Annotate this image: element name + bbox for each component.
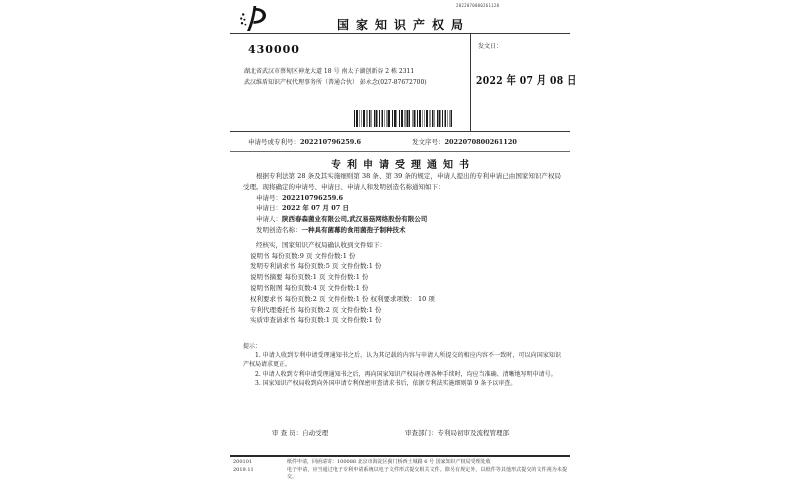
received-document-item: 专利代理委托书 每份页数:2 页 文件份数:1 份 (250, 305, 382, 314)
meta-divider (230, 151, 570, 152)
dispatch-date-value: 2022 年 07 月 08 日 (476, 74, 577, 88)
field-label: 申请号： (256, 193, 282, 202)
dispatch-serial-label: 发文序号： (412, 138, 445, 146)
application-number-label: 申请号或专利号： (248, 138, 300, 146)
intro-paragraph: 根据专利法第 28 条及其实施细则第 38 条、第 39 条的规定，申请人提出的专利申请已由国家知识产权局受理。现将确定的申请号、申请日、申请人和发明创造名称通知如下： (243, 172, 561, 191)
dispatch-serial (412, 137, 517, 146)
notice-title: 专利申请受理通知书 (331, 160, 475, 171)
footer-row (233, 467, 567, 481)
application-number-value: 202210796259.6 (300, 138, 362, 146)
received-document-item: 说明书摘要 每份页数:1 页 文件份数:1 份 (250, 273, 369, 282)
dispatch-serial-value: 2022070800261120 (444, 138, 517, 146)
dispatch-box-divider (470, 33, 471, 131)
received-documents-intro: 经核实，国家知识产权局确认收到文件如下： (256, 240, 386, 249)
recipient-address: 湖北省武汉市蔡甸区神龙大道 18 号 南太子湖创新谷 2 栋 2311 (244, 68, 415, 75)
field-label: 申请日： (256, 204, 282, 213)
field-label: 申请人： (256, 215, 282, 224)
received-documents-list (250, 251, 561, 327)
field-application-number (243, 193, 561, 204)
agency-name: 国家知识产权局 (336, 18, 470, 32)
note-item: 2. 申请人收到专利申请受理通知书之后，再向国家知识产权局办理各种手续时，均应当准确、清晰地写明申请号。 (255, 370, 557, 378)
field-value: 一种具有菌幕的食用菌孢子制种技术 (301, 225, 406, 234)
received-document-item: 实质审查请求书 每份页数:1 页 文件份数:1 份 (250, 316, 382, 325)
department (405, 428, 509, 437)
examiner-label: 审 查 员： (272, 429, 303, 437)
examiner-value: 自动受理 (302, 429, 329, 437)
header-divider (230, 33, 570, 34)
footer (233, 459, 567, 482)
barcode (354, 110, 452, 127)
examiner (272, 428, 328, 437)
field-applicant (243, 214, 561, 225)
department-value: 专利局初审及流程管理部 (437, 429, 509, 437)
footer-note: 纸件申请，回函请寄：100088 北京市海淀区蓟门桥西土城路 6 号 国家知识产权局受理处收 (287, 459, 491, 465)
field-invention-name (243, 225, 561, 236)
footer-note: 电子申请，应当通过电子专利申请系统以电子文件形式提交相关文件。除另有规定外，以纸件等其他形式提交的文件视为未提交。 (287, 467, 567, 480)
field-value: 2022 年 07 月 07 日 (282, 204, 349, 213)
field-application-date (243, 203, 561, 214)
field-value: 陕西春森菌业有限公司,武汉易菇网络股份有限公司 (282, 215, 428, 224)
footer-form-code: 2019.11 (233, 467, 254, 473)
notes-label: 提示： (243, 343, 262, 350)
notice-body (243, 171, 561, 326)
department-label: 审查部门： (405, 429, 438, 437)
recipient-divider (230, 131, 570, 132)
note-item: 3. 国家知识产权局收到向外国申请专利保密审查请求书后，依据专利法实施细则第 9 条予以审查。 (255, 379, 517, 387)
notes-section (243, 342, 561, 388)
footer-row (233, 459, 567, 466)
note-item: 1. 申请人收到专利申请受理通知书之后，认为其记载的内容与申请人所提交的相应内容不一致时，可以向国家知识产权局请求更正。 (243, 352, 561, 369)
recipient-agency: 武汉维盾知识产权代理事务所（普通合伙） 彭永念(027-87672700) (244, 79, 427, 86)
footer-form-code: 200101 (233, 459, 253, 465)
dispatch-date-label: 发文日： (478, 43, 503, 50)
received-document-item: 说明书附图 每份页数:4 页 文件份数:1 份 (250, 283, 369, 292)
received-document-item: 权利要求书 每份页数:2 页 文件份数:1 份 权利要求项数： 10 项 (250, 294, 435, 303)
field-label: 发明创造名称： (256, 225, 302, 234)
application-number (248, 137, 361, 146)
received-document-item: 说明书 每份页数:9 页 文件份数:1 份 (250, 251, 356, 260)
field-value: 202210796259.6 (282, 193, 344, 202)
dispatch-barcode-number: 2022070800261120 (456, 3, 500, 8)
recipient-postal-code: 430000 (248, 43, 300, 56)
received-document-item: 发明专利请求书 每份页数:5 页 文件份数:1 份 (250, 262, 382, 271)
footer-divider (230, 455, 570, 457)
patent-acceptance-notice-page (230, 0, 577, 500)
